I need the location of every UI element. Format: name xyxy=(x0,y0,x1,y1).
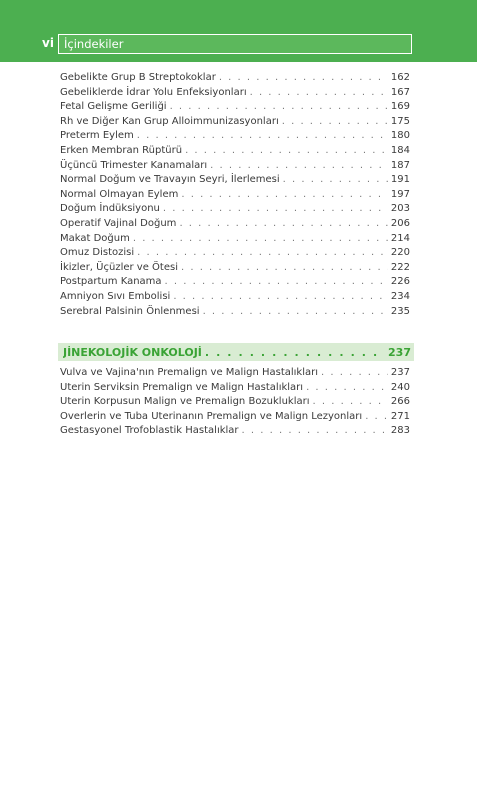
section-page: 237 xyxy=(388,345,411,359)
toc-leader xyxy=(203,305,388,320)
toc-entry-page: 169 xyxy=(390,101,410,113)
toc-entry[interactable] xyxy=(60,100,410,115)
toc-entry-title: Normal Olmayan Eylem xyxy=(60,188,179,200)
header-bar xyxy=(0,0,477,62)
toc-entry-page: 283 xyxy=(390,425,410,437)
toc-leader xyxy=(210,159,388,174)
toc-entry-title: Overlerin ve Tuba Uterinanın Premalign ve Malign Lezyonları xyxy=(60,410,363,422)
toc-entry-page: 226 xyxy=(390,276,410,288)
page-number: vi xyxy=(42,36,54,50)
toc-leader xyxy=(282,115,388,130)
toc-leader xyxy=(133,232,388,247)
section-heading[interactable] xyxy=(63,343,411,361)
toc-entry-title: Üçüncü Trimester Kanamaları xyxy=(60,159,208,171)
toc-entry[interactable] xyxy=(60,305,410,320)
toc-entry[interactable] xyxy=(60,366,410,381)
toc-entry-page: 197 xyxy=(390,188,410,200)
toc-leader xyxy=(321,366,388,381)
toc-entry-page: 206 xyxy=(390,217,410,229)
toc-leader xyxy=(181,261,388,276)
header-title-box xyxy=(58,34,412,54)
toc-entry[interactable] xyxy=(60,159,410,174)
toc-entry[interactable] xyxy=(60,424,410,439)
toc-entry-page: 162 xyxy=(390,72,410,83)
toc-entry[interactable] xyxy=(60,381,410,396)
toc-entry-title: Erken Membran Rüptürü xyxy=(60,144,183,156)
toc-entry[interactable] xyxy=(60,144,410,159)
toc-leader xyxy=(242,424,388,439)
toc-leader xyxy=(283,173,388,188)
toc-entry-title: Gebeliklerde İdrar Yolu Enfeksiyonları xyxy=(60,86,247,98)
toc-entry-page: 271 xyxy=(390,410,410,422)
toc-entry-page: 266 xyxy=(390,396,410,408)
toc-entry[interactable] xyxy=(60,86,410,101)
toc-entry-page: 184 xyxy=(390,144,410,156)
toc-entry-page: 235 xyxy=(390,305,410,317)
toc-list-gynecologic-oncology xyxy=(60,366,410,439)
section-title: JİNEKOLOJİK ONKOLOJİ xyxy=(63,345,202,359)
toc-leader xyxy=(219,71,388,86)
page-title: İçindekiler xyxy=(64,37,124,51)
toc-entry-title: Normal Doğum ve Travayın Seyri, İlerlemesi xyxy=(60,174,280,186)
toc-entry-title: Fetal Gelişme Geriliği xyxy=(60,101,167,113)
toc-entry[interactable] xyxy=(60,115,410,130)
toc-leader xyxy=(306,381,388,396)
toc-list-obstetrics xyxy=(60,71,410,319)
toc-leader xyxy=(165,275,388,290)
toc-entry-page: 180 xyxy=(390,130,410,142)
toc-leader xyxy=(170,100,388,115)
toc-entry-page: 191 xyxy=(390,174,410,186)
toc-entry[interactable] xyxy=(60,290,410,305)
toc-entry[interactable] xyxy=(60,71,410,86)
toc-entry-title: Preterm Eylem xyxy=(60,130,134,142)
toc-entry-title: Operatif Vajinal Doğum xyxy=(60,217,177,229)
section-leader xyxy=(205,346,385,359)
toc-entry-title: Rh ve Diğer Kan Grup Alloimmunizasyonları xyxy=(60,115,279,127)
toc-entry[interactable] xyxy=(60,188,410,203)
toc-entry-page: 187 xyxy=(390,159,410,171)
toc-entry-title: Amniyon Sıvı Embolisi xyxy=(60,290,171,302)
toc-leader xyxy=(181,188,388,203)
toc-entry-title: Makat Doğum xyxy=(60,232,130,244)
toc-entry-page: 222 xyxy=(390,261,410,273)
toc-entry-page: 237 xyxy=(390,367,410,378)
toc-entry-title: Uterin Serviksin Premalign ve Malign Hastalıkları xyxy=(60,381,304,393)
toc-leader xyxy=(137,129,388,144)
toc-entry[interactable] xyxy=(60,217,410,232)
toc-entry[interactable] xyxy=(60,410,410,425)
toc-leader xyxy=(250,86,388,101)
toc-entry-title: Postpartum Kanama xyxy=(60,276,162,288)
toc-entry-page: 234 xyxy=(390,290,410,302)
toc-entry-title: Omuz Distozisi xyxy=(60,247,135,259)
toc-entry-page: 220 xyxy=(390,247,410,259)
toc-entry[interactable] xyxy=(60,246,410,261)
toc-entry[interactable] xyxy=(60,232,410,247)
toc-entry-title: Gebelikte Grup B Streptokoklar xyxy=(60,72,216,83)
toc-entry-title: Uterin Korpusun Malign ve Premalign Bozuklukları xyxy=(60,396,310,408)
toc-leader xyxy=(313,395,388,410)
toc-leader xyxy=(173,290,388,305)
toc-entry-page: 240 xyxy=(390,381,410,393)
toc-entry-title: Serebral Palsinin Önlenmesi xyxy=(60,305,200,317)
toc-entry-title: Vulva ve Vajina'nın Premalign ve Malign Hastalıkları xyxy=(60,367,319,378)
toc-entry-title: İkizler, Üçüzler ve Ötesi xyxy=(60,261,178,273)
toc-entry[interactable] xyxy=(60,395,410,410)
toc-leader xyxy=(365,410,388,425)
toc-leader xyxy=(163,202,388,217)
toc-entry-title: Gestasyonel Trofoblastik Hastalıklar xyxy=(60,425,239,437)
toc-leader xyxy=(137,246,388,261)
toc-entry[interactable] xyxy=(60,173,410,188)
toc-entry[interactable] xyxy=(60,129,410,144)
toc-entry-page: 175 xyxy=(390,115,410,127)
toc-entry-page: 167 xyxy=(390,86,410,98)
toc-entry[interactable] xyxy=(60,275,410,290)
toc-leader xyxy=(179,217,387,232)
toc-leader xyxy=(185,144,388,159)
toc-entry-page: 203 xyxy=(390,203,410,215)
toc-entry[interactable] xyxy=(60,202,410,217)
toc-entry-title: Doğum İndüksiyonu xyxy=(60,203,160,215)
toc-entry-page: 214 xyxy=(390,232,410,244)
toc-entry[interactable] xyxy=(60,261,410,276)
